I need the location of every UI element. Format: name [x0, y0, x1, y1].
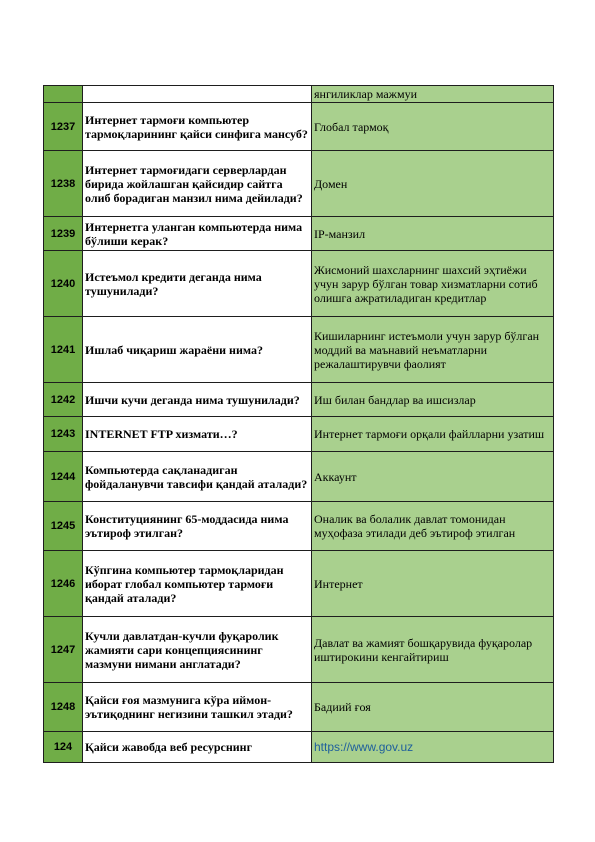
table-row	[44, 317, 554, 383]
question-text: INTERNET FTP хизмати…?	[83, 417, 312, 452]
answer-text: Домен	[312, 151, 554, 217]
answer-text: Интернет	[312, 551, 554, 617]
question-number: 1237	[44, 103, 83, 151]
question-number: 1241	[44, 317, 83, 383]
question-number: 1240	[44, 251, 83, 317]
question-text	[83, 86, 312, 103]
question-number: 1239	[44, 217, 83, 251]
question-text: Конституциянинг 65-моддасида нима эътироф этилган?	[83, 502, 312, 551]
table-row	[44, 151, 554, 217]
question-number: 124	[44, 732, 83, 763]
question-text: Кўпгина компьютер тармоқларидан иборат глобал компьютер тармоғи қандай аталади?	[83, 551, 312, 617]
table-row	[44, 217, 554, 251]
answer-text: Иш билан бандлар ва ишсизлар	[312, 383, 554, 417]
table-row	[44, 551, 554, 617]
answer-text: Давлат ва жамият бошқарувида фуқаролар иштирокини кенгайтириш	[312, 617, 554, 683]
question-number	[44, 86, 83, 103]
answer-text: Бадиий ғоя	[312, 683, 554, 732]
answer-text: Оналик ва болалик давлат томонидан муҳофаза этилади деб эътироф этилган	[312, 502, 554, 551]
table-row	[44, 732, 554, 763]
answer-text: Интернет тармоғи орқали файлларни узатиш	[312, 417, 554, 452]
question-text: Ишчи кучи деганда нима тушунилади?	[83, 383, 312, 417]
table-row	[44, 86, 554, 103]
table-row	[44, 617, 554, 683]
answer-text: IP-манзил	[312, 217, 554, 251]
question-number: 1243	[44, 417, 83, 452]
question-number: 1247	[44, 617, 83, 683]
question-text: Компьютерда сақланадиган фойдаланувчи тавсифи қандай аталади?	[83, 452, 312, 502]
question-text: Қайси ғоя мазмунига кўра иймон-эътиқоднинг негизини ташкил этади?	[83, 683, 312, 732]
question-text: Интернетга уланган компьютерда нима бўлиши керак?	[83, 217, 312, 251]
answer-text: янгиликлар мажмуи	[312, 86, 554, 103]
question-text: Истеъмол кредити деганда нима тушунилади?	[83, 251, 312, 317]
question-number: 1248	[44, 683, 83, 732]
questions-table	[43, 85, 554, 763]
question-text: Интернет тармоғидаги серверлардан бирида жойлашган қайсидир сайтга олиб борадиган манзил нима дейилади?	[83, 151, 312, 217]
question-text: Интернет тармоғи компьютер тармоқларининг қайси синфига мансуб?	[83, 103, 312, 151]
answer-text: Кишиларнинг истеъмоли учун зарур бўлган моддий ва маънавий неъматларни режалаштирувчи фаолият	[312, 317, 554, 383]
question-number: 1238	[44, 151, 83, 217]
question-number: 1246	[44, 551, 83, 617]
answer-text: Аккаунт	[312, 452, 554, 502]
website-link[interactable]: https://www.gov.uz	[312, 732, 554, 763]
question-number: 1242	[44, 383, 83, 417]
answer-text: Жисмоний шахсларнинг шахсий эҳтиёжи учун зарур бўлган товар хизматларни сотиб олишга ажратиладиган кредитлар	[312, 251, 554, 317]
question-number: 1245	[44, 502, 83, 551]
question-number: 1244	[44, 452, 83, 502]
table-row	[44, 452, 554, 502]
answer-text: Глобал тармоқ	[312, 103, 554, 151]
table-row	[44, 251, 554, 317]
question-text: Ишлаб чиқариш жараёни нима?	[83, 317, 312, 383]
table-row	[44, 683, 554, 732]
table-row	[44, 417, 554, 452]
question-text: Кучли давлатдан-кучли фуқаролик жамияти сари концепциясининг мазмуни нимани англатади?	[83, 617, 312, 683]
question-text: Қайси жавобда веб ресурснинг	[83, 732, 312, 763]
table-row	[44, 502, 554, 551]
table-row	[44, 103, 554, 151]
table-row	[44, 383, 554, 417]
